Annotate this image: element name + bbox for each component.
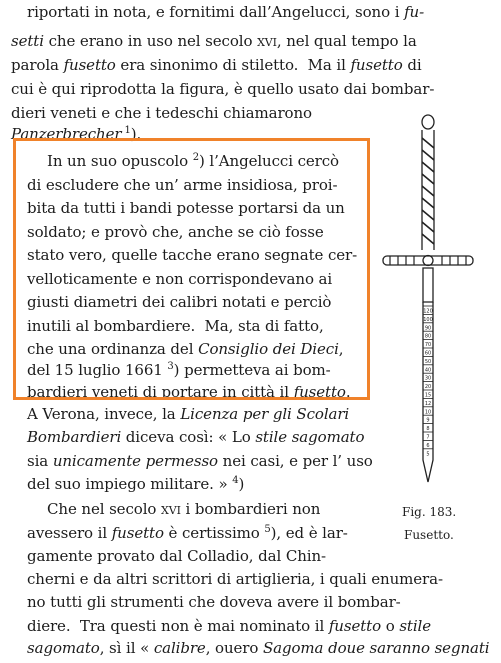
text-line: del 15 luglio 1661 $^3$) permetteva ai bom-: [27, 361, 331, 379]
text-line: no tutti gli strumenti che doveva avere il bombar-: [27, 593, 401, 611]
scale-label: 9: [426, 417, 430, 424]
scale-label: 90: [424, 325, 432, 332]
text-line: bardieri veneti di portare in città il fusetto.: [27, 383, 351, 401]
text-line: del suo impiego militare. » $^4$): [27, 475, 245, 493]
scale-label: 6: [426, 442, 430, 449]
text-line: stato vero, quelle tacche erano segnate cer-: [27, 246, 358, 264]
text-line: velloticamente e non corrispondevano ai: [27, 270, 333, 288]
figure-title: Fusetto.: [404, 528, 454, 542]
scale-label: 120: [423, 308, 433, 315]
scale-label: 10: [424, 409, 432, 416]
scale-label: 50: [424, 358, 432, 365]
scale-label: 7: [426, 434, 430, 441]
scale-label: 30: [424, 375, 432, 382]
scale-label: 20: [424, 384, 432, 391]
calibre-scale: [423, 306, 433, 457]
text-line: gamente provato dal Colladio, dal Chin-: [27, 547, 327, 565]
text-line: Che nel secolo xvi i bombardieri non: [47, 500, 321, 518]
scale-label: 60: [424, 350, 432, 357]
scale-label: 12: [424, 400, 432, 407]
text-line: In un suo opuscolo $^2$) l’Angelucci cercò: [47, 152, 339, 170]
text-line: sagomato, sì il « calibre, ouero Sagoma doue saranno segnati: [27, 639, 490, 657]
scale-label: 70: [424, 342, 432, 349]
text-line: cherni e da altri scrittori di artiglieria, i quali enumera-: [27, 570, 443, 588]
text-line: cui è qui riprodotta la figura, è quello usato dai bombar-: [11, 80, 435, 98]
pommel: [422, 115, 434, 129]
scale-label: 5: [426, 451, 430, 458]
text-line: che una ordinanza del Consiglio dei Dieci,: [27, 340, 344, 358]
figure-number: Fig. 183.: [402, 505, 457, 519]
text-line: inutili al bombardiere. Ma, sta di fatto,: [27, 317, 324, 335]
fusetto-figure: [378, 110, 478, 495]
cross-guard: [383, 256, 473, 266]
text-line: setti che erano in uso nel secolo xvi, nel qual tempo la: [11, 32, 417, 50]
text-line: sia unicamente permesso nei casi, e per l’ uso: [27, 452, 373, 470]
scale-label: 80: [424, 333, 432, 340]
text-line: parola fusetto era sinonimo di stiletto. Ma il fusetto di: [11, 56, 422, 74]
text-line: Bombardieri diceva così: « Lo stile sagomato: [27, 428, 365, 446]
scale-label: 15: [424, 392, 432, 399]
ricasso: [423, 268, 433, 302]
text-line: bita da tutti i bandi potesse portarsi da un: [27, 199, 345, 217]
text-line: Panzerbrecher $^1$).: [11, 125, 142, 143]
scale-label: 40: [424, 367, 432, 374]
text-line: soldato; e provò che, anche se ciò fosse: [27, 223, 324, 241]
text-line: giusti diametri dei calibri notati e perciò: [27, 293, 332, 311]
text-line: A Verona, invece, la Licenza per gli Scolari: [27, 405, 350, 423]
twisted-grip: [422, 130, 434, 250]
dagger-illustration: [378, 110, 478, 495]
scale-label: 8: [426, 426, 430, 433]
text-line: diere. Tra questi non è mai nominato il fusetto o stile: [27, 617, 432, 635]
text-line: riportati in nota, e fornitimi dall’Angelucci, sono i fu-: [27, 3, 425, 21]
text-line: avessero il fusetto è certissimo $^5$), ed è lar-: [27, 524, 348, 542]
text-line: dieri veneti e che i tedeschi chiamarono: [11, 104, 312, 122]
text-line: di escludere che un’ arme insidiosa, proi-: [27, 176, 338, 194]
scale-label: 100: [423, 316, 433, 323]
